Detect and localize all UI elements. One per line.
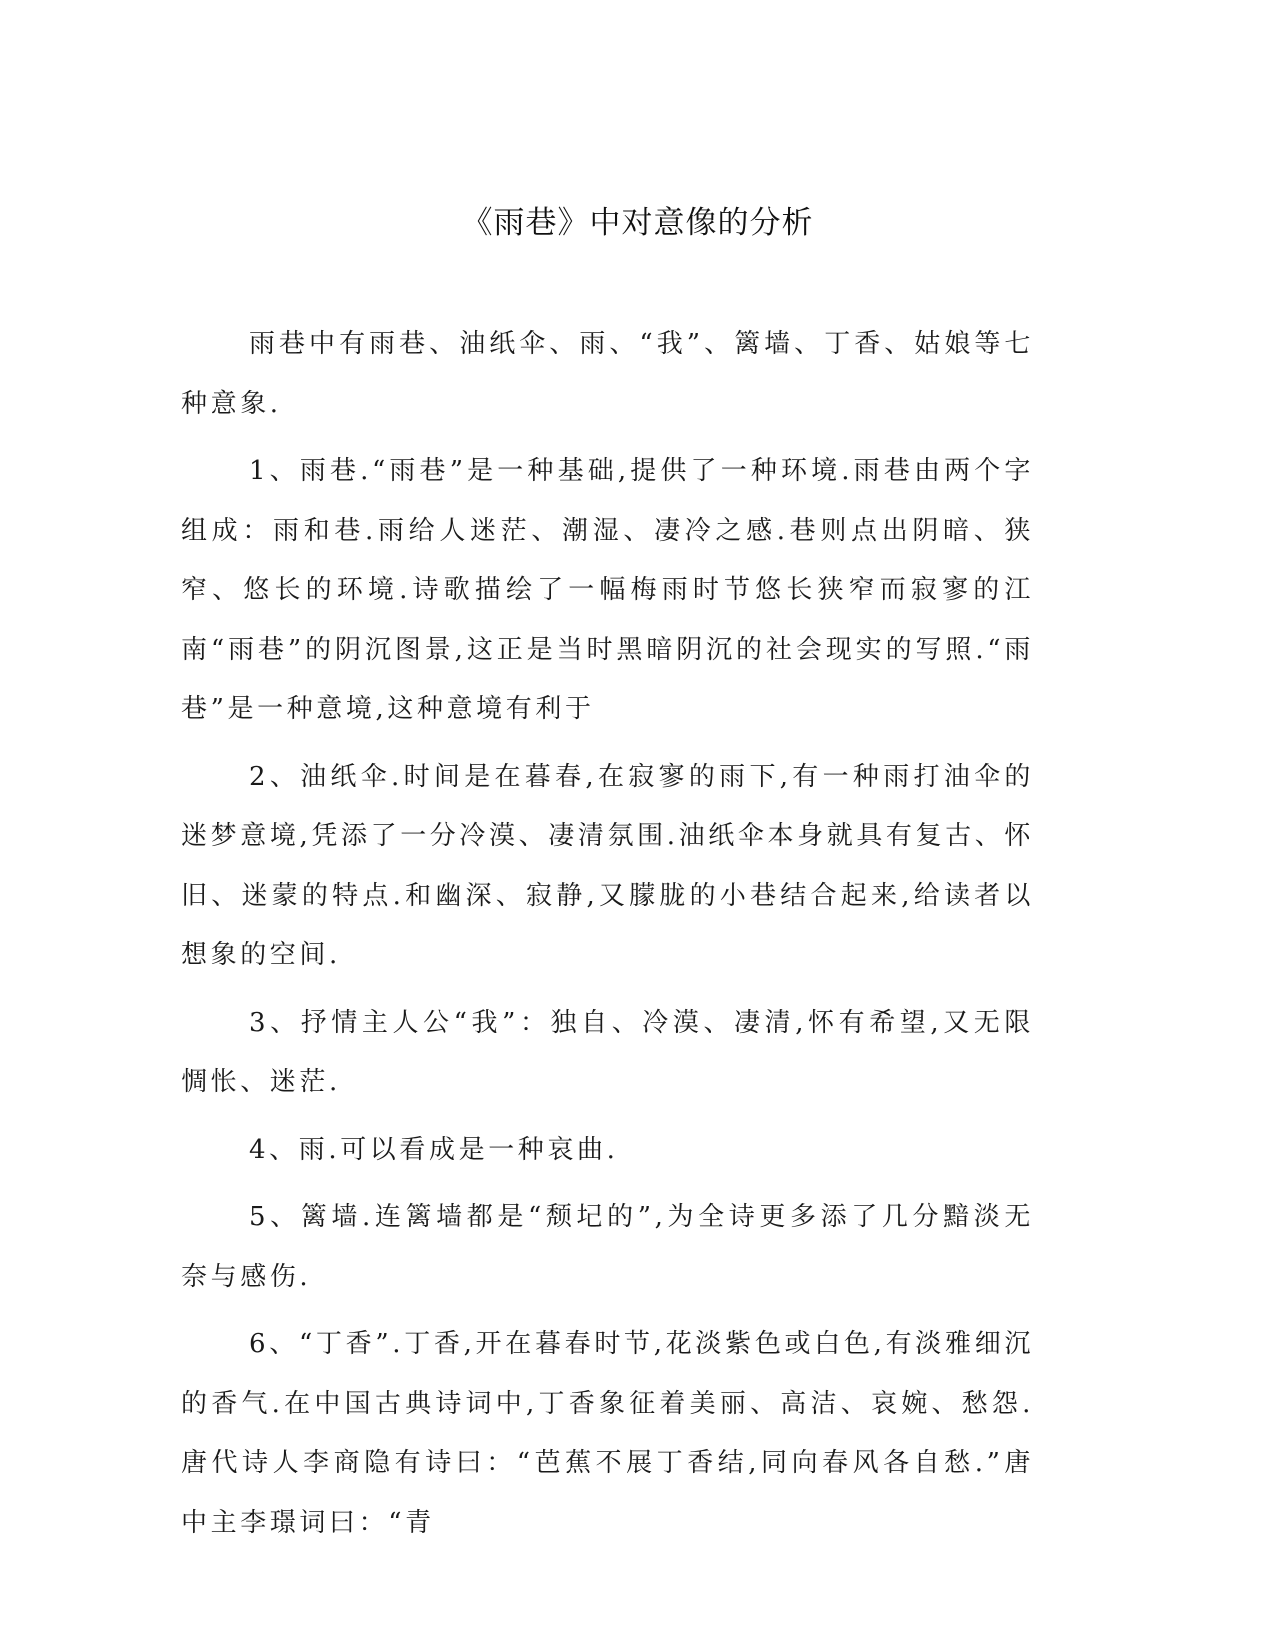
paragraph-intro: 雨巷中有雨巷、油纸伞、雨、“我”、篱墙、丁香、姑娘等七种意象. — [181, 329, 1034, 419]
paragraph-fence-wall: 5、篱墙.连篱墙都是“颓圮的”,为全诗更多添了几分黯淡无奈与感伤. — [181, 1202, 1034, 1292]
paragraph-rain-alley: 1、雨巷.“雨巷”是一种基础,提供了一种环境.雨巷由两个字组成：雨和巷.雨给人迷茫、潮湿、凄冷之感.巷则点出阴暗、狭窄、悠长的环境.诗歌描绘了一幅梅雨时节悠长狭窄而寂寥的江南“雨巷”的阴沉图景,这正是当时黑暗阴沉的社会现实的写照.“雨巷”是一种意境,这种意境有利于 — [181, 456, 1034, 724]
paragraph-oil-paper-umbrella: 2、油纸伞.时间是在暮春,在寂寥的雨下,有一种雨打油伞的迷梦意境,凭添了一分冷漠、凄清氛围.油纸伞本身就具有复古、怀旧、迷蒙的特点.和幽深、寂静,又朦胧的小巷结合起来,给读者以想象的空间. — [181, 761, 1034, 970]
document-body — [181, 315, 1034, 1561]
paragraph-lilac: 6、“丁香”.丁香,开在暮春时节,花淡紫色或白色,有淡雅细沉的香气.在中国古典诗词中,丁香象征着美丽、高洁、哀婉、愁怨.唐代诗人李商隐有诗曰：“芭蕉不展丁香结,同向春风各自愁.”唐中主李璟词曰：“青 — [181, 1329, 1034, 1538]
document-title: 《雨巷》中对意像的分析 — [461, 205, 814, 241]
paragraph-rain: 4、雨.可以看成是一种哀曲. — [249, 1134, 619, 1165]
paragraph-lyrical-subject: 3、抒情主人公“我”：独自、冷漠、凄清,怀有希望,又无限惆怅、迷茫. — [181, 1007, 1034, 1097]
